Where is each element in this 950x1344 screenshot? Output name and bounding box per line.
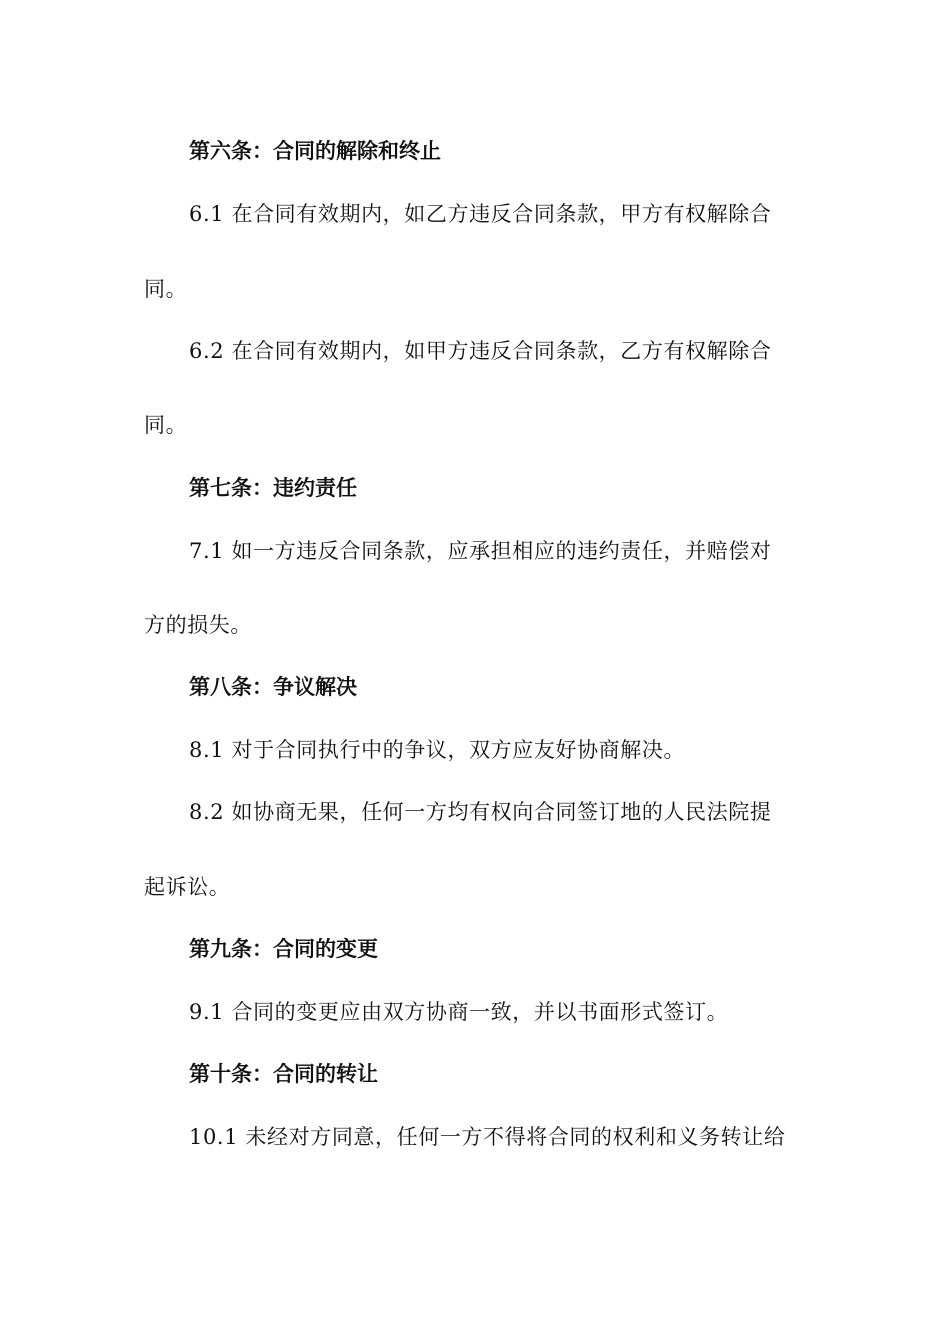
section-heading-8: 第八条：争议解决 [189,675,357,699]
clause-8-1: 8.1 对于合同执行中的争议，双方应友好协商解决。 [189,738,686,762]
clause-9-1: 9.1 合同的变更应由双方协商一致，并以书面形式签订。 [189,1000,729,1024]
clause-6-1-line-2: 同。 [144,277,188,301]
clause-6-1-line-1: 6.1 在合同有效期内，如乙方违反合同条款，甲方有权解除合 [189,202,772,226]
clause-6-2-line-2: 同。 [144,413,188,437]
clause-7-1-line-2: 方的损失。 [144,613,252,637]
section-heading-6: 第六条：合同的解除和终止 [189,139,441,163]
clause-10-1-line-1: 10.1 未经对方同意，任何一方不得将合同的权利和义务转让给 [189,1125,786,1149]
section-heading-7: 第七条：违约责任 [189,476,357,500]
clause-8-2-line-2: 起诉讼。 [144,875,231,899]
clause-8-2-line-1: 8.2 如协商无果，任何一方均有权向合同签订地的人民法院提 [189,800,772,824]
clause-6-2-line-1: 6.2 在合同有效期内，如甲方违反合同条款，乙方有权解除合 [189,339,772,363]
clause-7-1-line-1: 7.1 如一方违反合同条款，应承担相应的违约责任，并赔偿对 [189,539,772,563]
section-heading-9: 第九条：合同的变更 [189,937,378,961]
section-heading-10: 第十条：合同的转让 [189,1062,378,1086]
